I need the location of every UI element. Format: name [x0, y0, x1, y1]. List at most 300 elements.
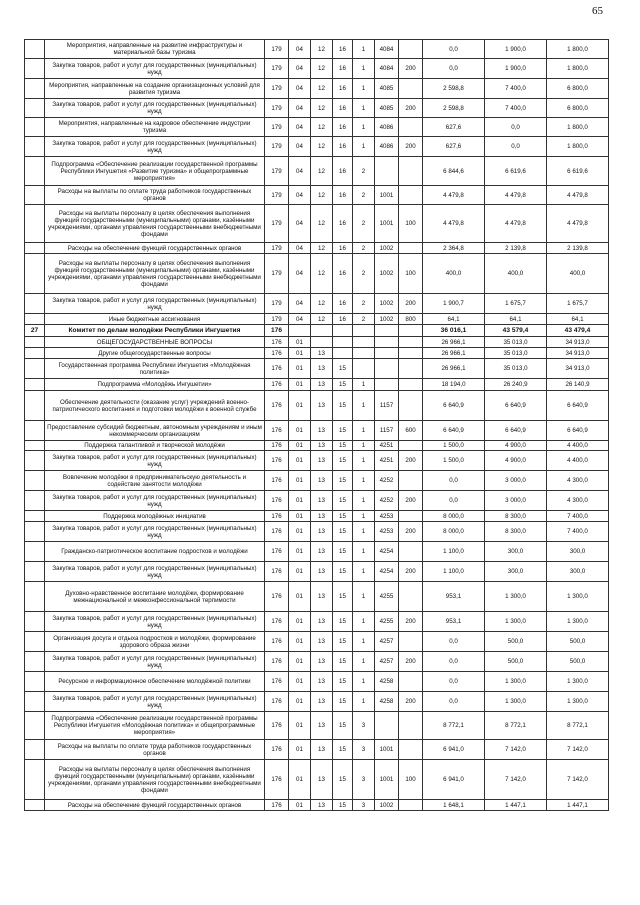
cell-section: 04: [289, 79, 311, 99]
cell-amount-3: 2 139,8: [547, 243, 609, 254]
cell-number: [25, 582, 45, 612]
cell-number: [25, 692, 45, 712]
cell-subprogram: 1: [353, 118, 375, 137]
cell-program: 16: [333, 40, 353, 59]
cell-expense-type: [399, 40, 423, 59]
cell-name: Мероприятия, направленные на кадровое обеспечение индустрии туризма: [45, 118, 265, 137]
cell-target: 1002: [375, 243, 399, 254]
cell-number: [25, 118, 45, 137]
cell-expense-type: [399, 118, 423, 137]
cell-program: 16: [333, 99, 353, 118]
table-row: [25, 59, 609, 79]
cell-amount-3: 34 913,0: [547, 348, 609, 359]
cell-program: 16: [333, 157, 353, 186]
cell-amount-3: 1 300,0: [547, 582, 609, 612]
cell-target: [375, 348, 399, 359]
cell-name: Закупка товаров, работ и услуг для государственных (муниципальных) нужд: [45, 652, 265, 672]
cell-program: 15: [333, 379, 353, 391]
table-row: [25, 359, 609, 379]
cell-expense-type: 200: [399, 562, 423, 582]
cell-amount-1: 2 598,8: [423, 99, 485, 118]
table-row: [25, 522, 609, 542]
cell-expense-type: 200: [399, 294, 423, 314]
cell-number: [25, 652, 45, 672]
cell-program: 15: [333, 441, 353, 451]
cell-subsection: 13: [311, 652, 333, 672]
cell-amount-1: 4 479,8: [423, 186, 485, 205]
cell-number: [25, 740, 45, 760]
cell-number: [25, 421, 45, 441]
cell-name: Закупка товаров, работ и услуг для государственных (муниципальных) нужд: [45, 692, 265, 712]
cell-amount-1: 400,0: [423, 254, 485, 294]
cell-subsection: 12: [311, 314, 333, 325]
cell-amount-2: 1 300,0: [485, 672, 547, 692]
cell-subprogram: 2: [353, 186, 375, 205]
cell-target: 1001: [375, 740, 399, 760]
cell-program: [333, 348, 353, 359]
table-row: [25, 441, 609, 451]
table-row: [25, 632, 609, 652]
cell-grbs: 176: [265, 760, 289, 800]
cell-subprogram: 2: [353, 157, 375, 186]
cell-number: [25, 632, 45, 652]
table-row: [25, 205, 609, 243]
cell-amount-3: 500,0: [547, 652, 609, 672]
cell-number: [25, 562, 45, 582]
cell-subsection: 13: [311, 800, 333, 811]
cell-program: 16: [333, 205, 353, 243]
cell-subsection: 13: [311, 451, 333, 471]
page-number: 65: [592, 5, 603, 17]
cell-subprogram: 3: [353, 760, 375, 800]
cell-subprogram: 2: [353, 254, 375, 294]
cell-expense-type: [399, 712, 423, 740]
cell-amount-1: 1 500,0: [423, 451, 485, 471]
cell-amount-3: 43 479,4: [547, 325, 609, 337]
cell-section: 01: [289, 471, 311, 491]
cell-expense-type: [399, 632, 423, 652]
cell-grbs: 179: [265, 40, 289, 59]
cell-subprogram: 1: [353, 137, 375, 157]
cell-expense-type: [399, 243, 423, 254]
cell-amount-3: 7 400,0: [547, 511, 609, 522]
cell-program: 15: [333, 542, 353, 562]
cell-subsection: 13: [311, 760, 333, 800]
cell-number: [25, 542, 45, 562]
cell-subsection: 12: [311, 59, 333, 79]
cell-section: 04: [289, 99, 311, 118]
cell-expense-type: 100: [399, 760, 423, 800]
cell-name: Предоставление субсидий бюджетным, автономным учреждениям и иным некоммерческим организациям: [45, 421, 265, 441]
cell-subsection: 13: [311, 582, 333, 612]
cell-subprogram: 3: [353, 800, 375, 811]
cell-section: 04: [289, 314, 311, 325]
cell-subsection: 13: [311, 522, 333, 542]
cell-grbs: 176: [265, 542, 289, 562]
cell-program: 15: [333, 359, 353, 379]
cell-number: [25, 40, 45, 59]
cell-subprogram: 3: [353, 712, 375, 740]
cell-name: Гражданско-патриотическое воспитание подростков и молодёжи: [45, 542, 265, 562]
cell-amount-2: 8 300,0: [485, 511, 547, 522]
cell-number: [25, 59, 45, 79]
cell-number: [25, 337, 45, 348]
cell-number: 27: [25, 325, 45, 337]
cell-section: 01: [289, 359, 311, 379]
cell-section: 01: [289, 652, 311, 672]
cell-name: Подпрограмма «Обеспечение реализации государственной программы Республики Ингушетия «Развитие туризма» и общепрограммные мероприятия»: [45, 157, 265, 186]
cell-subprogram: 1: [353, 632, 375, 652]
cell-name: Поддержка талантливой и творческой молодёжи: [45, 441, 265, 451]
cell-target: 4255: [375, 612, 399, 632]
cell-section: 01: [289, 582, 311, 612]
cell-grbs: 176: [265, 325, 289, 337]
cell-amount-1: 627,6: [423, 137, 485, 157]
cell-expense-type: 200: [399, 137, 423, 157]
cell-grbs: 176: [265, 522, 289, 542]
cell-amount-2: 8 300,0: [485, 522, 547, 542]
table-row: [25, 254, 609, 294]
cell-number: [25, 800, 45, 811]
cell-program: 15: [333, 511, 353, 522]
cell-amount-3: 6 640,9: [547, 391, 609, 421]
cell-grbs: 176: [265, 712, 289, 740]
cell-amount-2: 4 900,0: [485, 451, 547, 471]
cell-subprogram: [353, 337, 375, 348]
cell-amount-3: 400,0: [547, 254, 609, 294]
cell-subsection: 13: [311, 359, 333, 379]
cell-section: 04: [289, 137, 311, 157]
cell-amount-2: 26 240,9: [485, 379, 547, 391]
cell-grbs: 176: [265, 692, 289, 712]
cell-expense-type: [399, 157, 423, 186]
cell-expense-type: [399, 542, 423, 562]
cell-subsection: 13: [311, 562, 333, 582]
cell-expense-type: 200: [399, 692, 423, 712]
cell-target: [375, 379, 399, 391]
cell-expense-type: [399, 348, 423, 359]
cell-amount-3: 4 400,0: [547, 451, 609, 471]
cell-subprogram: 2: [353, 243, 375, 254]
table-row: [25, 712, 609, 740]
cell-amount-1: 6 640,9: [423, 421, 485, 441]
cell-name: Государственная программа Республики Ингушетия «Молодёжная политика»: [45, 359, 265, 379]
cell-amount-1: 0,0: [423, 632, 485, 652]
cell-grbs: 179: [265, 118, 289, 137]
cell-name: Поддержка молодёжных инициатив: [45, 511, 265, 522]
cell-section: 01: [289, 612, 311, 632]
cell-expense-type: 200: [399, 491, 423, 511]
cell-program: 15: [333, 491, 353, 511]
cell-target: 4254: [375, 562, 399, 582]
table-row: [25, 612, 609, 632]
cell-expense-type: [399, 740, 423, 760]
cell-expense-type: 200: [399, 612, 423, 632]
table-row: [25, 40, 609, 59]
cell-amount-2: 7 400,0: [485, 99, 547, 118]
cell-program: 16: [333, 59, 353, 79]
cell-expense-type: [399, 800, 423, 811]
cell-amount-3: 6 619,6: [547, 157, 609, 186]
cell-name: Расходы на выплаты персоналу в целях обеспечения выполнения функций государственными (муниципальными) органами, казёнными учреждениями, органами управления государственными внебюджетными фондами: [45, 205, 265, 243]
cell-amount-1: 0,0: [423, 471, 485, 491]
cell-amount-2: 1 300,0: [485, 612, 547, 632]
cell-program: 16: [333, 314, 353, 325]
cell-expense-type: 200: [399, 99, 423, 118]
cell-name: Закупка товаров, работ и услуг для государственных (муниципальных) нужд: [45, 491, 265, 511]
cell-program: 15: [333, 522, 353, 542]
cell-expense-type: 100: [399, 205, 423, 243]
cell-target: 1002: [375, 800, 399, 811]
cell-expense-type: [399, 582, 423, 612]
cell-section: 01: [289, 632, 311, 652]
cell-subsection: 13: [311, 491, 333, 511]
table-row: [25, 451, 609, 471]
cell-program: 16: [333, 118, 353, 137]
cell-name: Расходы на выплаты по оплате труда работников государственных органов: [45, 740, 265, 760]
cell-section: 01: [289, 379, 311, 391]
cell-amount-3: 34 913,0: [547, 359, 609, 379]
cell-program: 15: [333, 760, 353, 800]
cell-target: 1001: [375, 760, 399, 800]
budget-table: [24, 39, 609, 811]
cell-number: [25, 348, 45, 359]
cell-name: ОБЩЕГОСУДАРСТВЕННЫЕ ВОПРОСЫ: [45, 337, 265, 348]
cell-grbs: 179: [265, 157, 289, 186]
cell-subsection: 13: [311, 421, 333, 441]
cell-amount-1: 1 100,0: [423, 542, 485, 562]
cell-amount-1: 26 966,1: [423, 348, 485, 359]
cell-number: [25, 359, 45, 379]
cell-name: Вовлечение молодёжи в предпринимательскую деятельность и содействие занятости молодёжи: [45, 471, 265, 491]
cell-grbs: 176: [265, 379, 289, 391]
cell-subsection: 13: [311, 441, 333, 451]
cell-amount-2: 6 619,6: [485, 157, 547, 186]
cell-section: 01: [289, 451, 311, 471]
cell-amount-2: 43 579,4: [485, 325, 547, 337]
cell-grbs: 176: [265, 441, 289, 451]
cell-amount-2: 3 000,0: [485, 471, 547, 491]
cell-section: 04: [289, 118, 311, 137]
cell-section: 04: [289, 254, 311, 294]
cell-subsection: [311, 337, 333, 348]
cell-section: 01: [289, 391, 311, 421]
cell-target: 1002: [375, 294, 399, 314]
cell-name: Расходы на выплаты персоналу в целях обеспечения выполнения функций государственными (муниципальными) органами, казёнными учреждениями, органами управления государственными внебюджетными фондами: [45, 760, 265, 800]
cell-target: 4084: [375, 59, 399, 79]
cell-expense-type: [399, 672, 423, 692]
cell-name: Расходы на обеспечение функций государственных органов: [45, 800, 265, 811]
cell-number: [25, 391, 45, 421]
cell-name: Закупка товаров, работ и услуг для государственных (муниципальных) нужд: [45, 522, 265, 542]
cell-target: 1001: [375, 186, 399, 205]
cell-program: 15: [333, 582, 353, 612]
cell-program: 15: [333, 672, 353, 692]
cell-expense-type: 600: [399, 421, 423, 441]
cell-subprogram: 1: [353, 391, 375, 421]
cell-name: Мероприятия, направленные на создание организационных условий для развития туризма: [45, 79, 265, 99]
cell-grbs: 179: [265, 186, 289, 205]
cell-number: [25, 471, 45, 491]
table-row: [25, 391, 609, 421]
cell-program: 15: [333, 471, 353, 491]
cell-name: Закупка товаров, работ и услуг для государственных (муниципальных) нужд: [45, 451, 265, 471]
cell-section: 01: [289, 672, 311, 692]
cell-subsection: 12: [311, 79, 333, 99]
cell-section: 01: [289, 562, 311, 582]
cell-expense-type: [399, 511, 423, 522]
cell-name: Комитет по делам молодёжи Республики Ингушетия: [45, 325, 265, 337]
cell-target: 4085: [375, 79, 399, 99]
cell-subsection: 13: [311, 712, 333, 740]
table-row: [25, 562, 609, 582]
cell-expense-type: [399, 79, 423, 99]
cell-amount-1: 0,0: [423, 491, 485, 511]
cell-section: 04: [289, 186, 311, 205]
table-row: [25, 137, 609, 157]
cell-amount-1: 8 000,0: [423, 511, 485, 522]
cell-amount-1: 953,1: [423, 582, 485, 612]
cell-number: [25, 672, 45, 692]
cell-amount-1: 8 000,0: [423, 522, 485, 542]
cell-name: Ресурсное и информационное обеспечение молодёжной политики: [45, 672, 265, 692]
cell-amount-1: 36 016,1: [423, 325, 485, 337]
cell-number: [25, 314, 45, 325]
cell-target: 1002: [375, 314, 399, 325]
cell-subsection: 13: [311, 612, 333, 632]
cell-amount-1: 1 500,0: [423, 441, 485, 451]
cell-subsection: 13: [311, 542, 333, 562]
cell-subsection: 12: [311, 186, 333, 205]
cell-amount-1: 0,0: [423, 692, 485, 712]
cell-section: 01: [289, 421, 311, 441]
cell-amount-1: 953,1: [423, 612, 485, 632]
cell-subprogram: 1: [353, 562, 375, 582]
cell-subprogram: 1: [353, 471, 375, 491]
cell-name: Расходы на обеспечение функций государственных органов: [45, 243, 265, 254]
cell-expense-type: 200: [399, 59, 423, 79]
cell-expense-type: [399, 186, 423, 205]
cell-subprogram: 1: [353, 692, 375, 712]
cell-amount-2: 4 900,0: [485, 441, 547, 451]
cell-subsection: 13: [311, 632, 333, 652]
cell-amount-3: 6 640,9: [547, 421, 609, 441]
cell-name: Духовно-нравственное воспитание молодёжи, формирование межнациональной и межконфессиональной терпимости: [45, 582, 265, 612]
cell-number: [25, 205, 45, 243]
cell-subprogram: 1: [353, 451, 375, 471]
cell-amount-1: 6 941,0: [423, 740, 485, 760]
cell-amount-1: 1 648,1: [423, 800, 485, 811]
table-row: [25, 379, 609, 391]
cell-number: [25, 491, 45, 511]
cell-number: [25, 522, 45, 542]
cell-target: 4084: [375, 40, 399, 59]
table-row: [25, 692, 609, 712]
cell-target: [375, 157, 399, 186]
cell-amount-2: 1 300,0: [485, 582, 547, 612]
cell-subsection: 12: [311, 40, 333, 59]
cell-subsection: 12: [311, 99, 333, 118]
cell-expense-type: 200: [399, 522, 423, 542]
cell-subprogram: 1: [353, 40, 375, 59]
cell-number: [25, 451, 45, 471]
cell-amount-3: 6 800,0: [547, 79, 609, 99]
cell-amount-3: 8 772,1: [547, 712, 609, 740]
cell-subprogram: 1: [353, 99, 375, 118]
cell-section: 01: [289, 800, 311, 811]
cell-section: 04: [289, 205, 311, 243]
cell-program: 15: [333, 421, 353, 441]
table-row: [25, 672, 609, 692]
cell-number: [25, 157, 45, 186]
cell-amount-2: 3 000,0: [485, 491, 547, 511]
table-row: [25, 79, 609, 99]
cell-amount-1: 8 772,1: [423, 712, 485, 740]
cell-subprogram: 1: [353, 379, 375, 391]
cell-amount-1: 18 194,0: [423, 379, 485, 391]
cell-section: 04: [289, 157, 311, 186]
table-row: [25, 740, 609, 760]
cell-amount-1: 0,0: [423, 59, 485, 79]
cell-amount-2: 1 447,1: [485, 800, 547, 811]
table-row: [25, 511, 609, 522]
cell-grbs: 176: [265, 391, 289, 421]
cell-program: 15: [333, 692, 353, 712]
cell-subsection: 13: [311, 740, 333, 760]
cell-subprogram: 2: [353, 314, 375, 325]
cell-number: [25, 511, 45, 522]
cell-amount-2: 4 479,8: [485, 205, 547, 243]
cell-section: [289, 325, 311, 337]
cell-target: 4252: [375, 491, 399, 511]
cell-amount-3: 1 300,0: [547, 612, 609, 632]
cell-amount-2: 35 013,0: [485, 348, 547, 359]
cell-subprogram: 1: [353, 652, 375, 672]
cell-name: Закупка товаров, работ и услуг для государственных (муниципальных) нужд: [45, 562, 265, 582]
cell-target: 4086: [375, 118, 399, 137]
cell-expense-type: [399, 325, 423, 337]
cell-amount-3: 7 142,0: [547, 740, 609, 760]
cell-number: [25, 243, 45, 254]
cell-name: Расходы на выплаты персоналу в целях обеспечения выполнения функций государственными (муниципальными) органами, казёнными учреждениями, органами управления государственными внебюджетными фондами: [45, 254, 265, 294]
cell-amount-3: 1 800,0: [547, 40, 609, 59]
cell-expense-type: 800: [399, 314, 423, 325]
table-row: [25, 760, 609, 800]
cell-amount-2: 8 772,1: [485, 712, 547, 740]
cell-amount-3: 1 300,0: [547, 672, 609, 692]
cell-program: 15: [333, 800, 353, 811]
cell-amount-3: 6 800,0: [547, 99, 609, 118]
cell-name: Закупка товаров, работ и услуг для государственных (муниципальных) нужд: [45, 137, 265, 157]
cell-program: 16: [333, 254, 353, 294]
cell-target: 4251: [375, 451, 399, 471]
cell-target: 4086: [375, 137, 399, 157]
cell-amount-1: 26 966,1: [423, 337, 485, 348]
cell-program: 15: [333, 562, 353, 582]
cell-subsection: 13: [311, 348, 333, 359]
cell-subprogram: 1: [353, 582, 375, 612]
cell-amount-2: 1 900,0: [485, 59, 547, 79]
cell-amount-2: 1 900,0: [485, 40, 547, 59]
cell-amount-2: 6 640,9: [485, 421, 547, 441]
cell-subprogram: 1: [353, 612, 375, 632]
cell-target: 4253: [375, 511, 399, 522]
cell-amount-1: 6 941,0: [423, 760, 485, 800]
cell-section: 01: [289, 441, 311, 451]
cell-amount-1: 0,0: [423, 652, 485, 672]
cell-amount-2: 0,0: [485, 118, 547, 137]
cell-target: 4252: [375, 471, 399, 491]
